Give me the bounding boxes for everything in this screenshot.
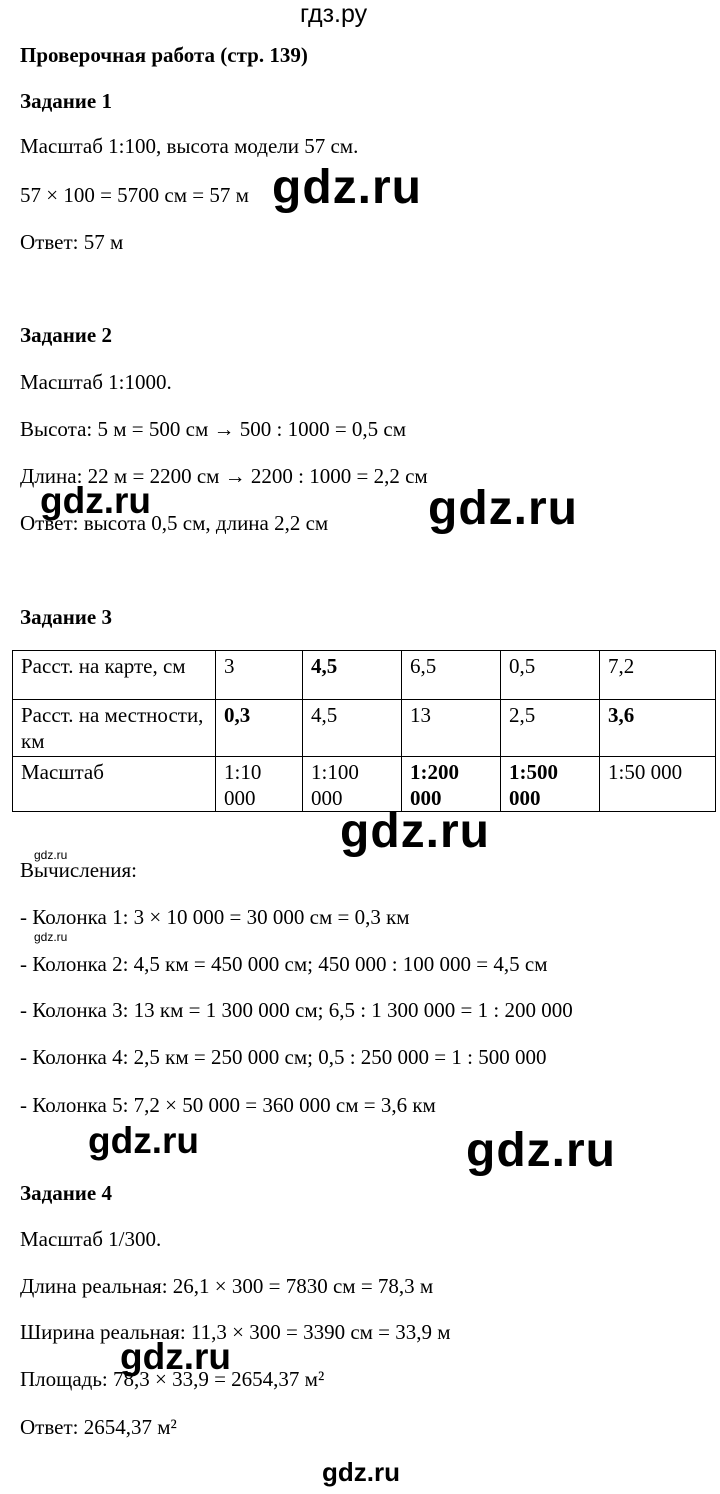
table-cell: 13 xyxy=(402,700,501,757)
calc-line: - Колонка 4: 2,5 км = 250 000 см; 0,5 : 250 000 = 1 : 500 000 xyxy=(20,1045,547,1069)
table-row xyxy=(13,700,716,757)
task4-heading: Задание 4 xyxy=(20,1181,112,1205)
table-cell: 7,2 xyxy=(600,651,716,700)
task3-heading: Задание 3 xyxy=(20,605,112,629)
task4-line1: Масштаб 1/300. xyxy=(20,1227,162,1251)
task2-line1: Масштаб 1:1000. xyxy=(20,370,172,394)
calc-line: - Колонка 3: 13 км = 1 300 000 см; 6,5 : 1 300 000 = 1 : 200 000 xyxy=(20,998,573,1022)
watermark: gdz.ru xyxy=(34,930,68,944)
table-cell: 1:100 000 xyxy=(303,757,402,812)
watermark: gdz.ru xyxy=(466,1124,616,1177)
table-cell: 1:50 000 xyxy=(600,757,716,812)
task2-line3: Длина: 22 м = 2200 см → 2200 : 1000 = 2,2 см xyxy=(20,464,428,488)
watermark: gdz.ru xyxy=(340,805,490,858)
calc-line: - Колонка 5: 7,2 × 50 000 = 360 000 см = 3,6 км xyxy=(20,1093,436,1117)
task4-line4: Площадь: 78,3 × 33,9 = 2654,37 м² xyxy=(20,1367,325,1391)
watermark: gdz.ru xyxy=(34,848,68,862)
page-title: Проверочная работа (стр. 139) xyxy=(20,43,308,67)
row-label: Расст. на карте, см xyxy=(13,651,216,700)
table-cell: 3,6 xyxy=(600,700,716,757)
task2-heading: Задание 2 xyxy=(20,323,112,347)
watermark: gdz.ru xyxy=(40,480,151,521)
table-cell: 1:200 000 xyxy=(402,757,501,812)
task1-heading: Задание 1 xyxy=(20,89,112,113)
table-cell: 0,5 xyxy=(501,651,600,700)
watermark: gdz.ru xyxy=(322,1457,400,1487)
table-cell: 1:500 000 xyxy=(501,757,600,812)
table-row xyxy=(13,651,716,700)
calc-line: - Колонка 2: 4,5 км = 450 000 см; 450 000 : 100 000 = 4,5 см xyxy=(20,952,548,976)
task1-answer: Ответ: 57 м xyxy=(20,230,124,254)
calc-heading: Вычисления: xyxy=(20,858,138,882)
table-cell: 1:10 000 xyxy=(216,757,303,812)
table-cell: 0,3 xyxy=(216,700,303,757)
task2-line2: Высота: 5 м = 500 см → 500 : 1000 = 0,5 см xyxy=(20,417,407,441)
task4-line3: Ширина реальная: 11,3 × 300 = 3390 см = 33,9 м xyxy=(20,1320,451,1344)
table-cell: 6,5 xyxy=(402,651,501,700)
task4-answer: Ответ: 2654,37 м² xyxy=(20,1415,177,1439)
watermark: gdz.ru xyxy=(272,161,422,214)
table-cell: 2,5 xyxy=(501,700,600,757)
table-cell: 4,5 xyxy=(303,700,402,757)
task1-line1: Масштаб 1:100, высота модели 57 см. xyxy=(20,134,359,158)
table-cell: 4,5 xyxy=(303,651,402,700)
site-header: гдз.ру xyxy=(300,0,368,28)
task4-line2: Длина реальная: 26,1 × 300 = 7830 см = 78,3 м xyxy=(20,1274,434,1298)
row-label: Масштаб xyxy=(13,757,216,812)
scale-table xyxy=(12,650,716,812)
watermark: gdz.ru xyxy=(120,1336,231,1377)
task1-line2: 57 × 100 = 5700 см = 57 м xyxy=(20,183,249,207)
calc-line: - Колонка 1: 3 × 10 000 = 30 000 см = 0,3 км xyxy=(20,905,410,929)
watermark: gdz.ru xyxy=(428,482,578,535)
task2-answer: Ответ: высота 0,5 см, длина 2,2 см xyxy=(20,511,329,535)
row-label: Расст. на местности, км xyxy=(13,700,216,757)
watermark: gdz.ru xyxy=(88,1120,199,1161)
table-cell: 3 xyxy=(216,651,303,700)
